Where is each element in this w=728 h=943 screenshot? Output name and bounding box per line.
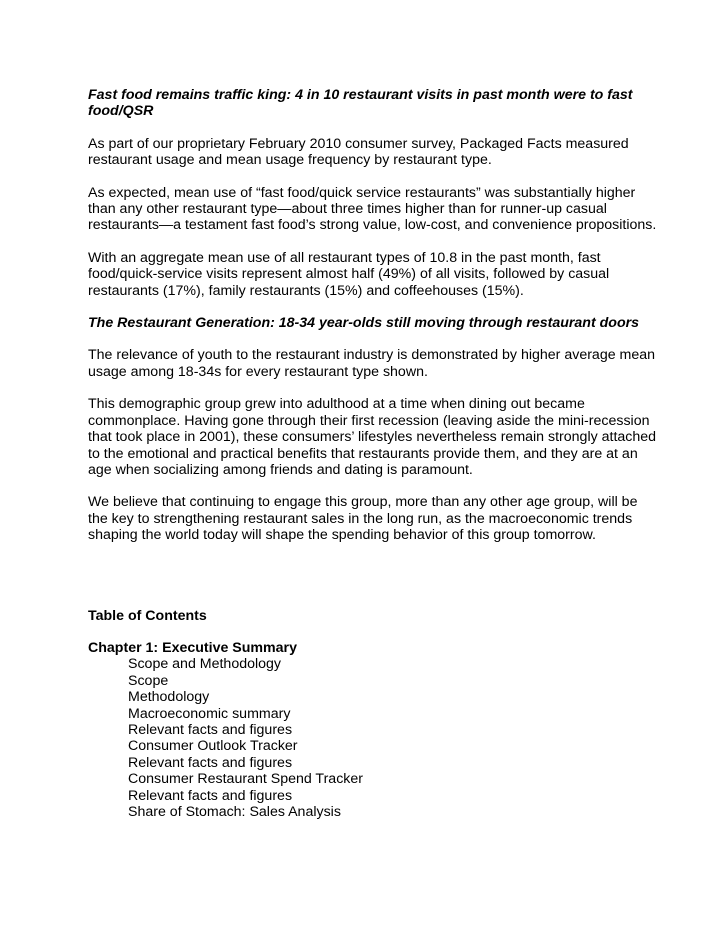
toc-title: Table of Contents <box>88 607 207 624</box>
spacer <box>88 234 658 250</box>
paragraph-engagement: We believe that continuing to engage this group, more than any other age group, will be the key to strengthening restaurant sales in the long run, as the macroeconomic trends shaping the world today will shape the spending behavior of this group tomorrow. <box>88 494 638 544</box>
toc-list <box>88 656 658 820</box>
spacer <box>88 544 658 608</box>
toc-item: Share of Stomach: Sales Analysis <box>128 804 341 820</box>
toc-item: Consumer Outlook Tracker <box>128 738 298 755</box>
paragraph-mean-use: As expected, mean use of “fast food/quick service restaurants” was substantially higher than any other restaurant type—about three times higher than for runner-up casual restaurants—a testament fast food’s strong value, low-cost, and convenience propositions. <box>88 184 657 234</box>
spacer <box>88 478 658 494</box>
section-heading-fast-food: Fast food remains traffic king: 4 in 10 restaurant visits in past month were to fast food/QSR <box>88 87 633 120</box>
section-heading-restaurant-generation: The Restaurant Generation: 18-34 year-olds still moving through restaurant doors <box>88 315 640 332</box>
document-page <box>88 87 658 820</box>
toc-item: Macroeconomic summary <box>128 705 291 722</box>
toc-item: Scope <box>128 672 169 689</box>
toc-item: Relevant facts and figures <box>128 721 293 738</box>
spacer <box>88 624 658 640</box>
toc-item: Methodology <box>128 689 210 706</box>
toc-item: Consumer Restaurant Spend Tracker <box>128 771 363 788</box>
toc-item: Relevant facts and figures <box>128 787 293 804</box>
paragraph-survey: As part of our proprietary February 2010 consumer survey, Packaged Facts measured restaurant usage and mean usage frequency by restaurant type. <box>88 135 629 169</box>
spacer <box>88 380 658 396</box>
spacer <box>88 331 658 347</box>
toc-item: Scope and Methodology <box>128 656 282 673</box>
paragraph-aggregate: With an aggregate mean use of all restaurant types of 10.8 in the past month, fast food/quick-service visits represent almost half (49%) of all visits, followed by casual restaurants (17%), family restaurants (15%) and coffeehouses (15%). <box>88 249 610 299</box>
paragraph-youth-relevance: The relevance of youth to the restaurant industry is demonstrated by higher average mean usage among 18-34s for every restaurant type shown. <box>88 347 656 380</box>
paragraph-demographic: This demographic group grew into adulthood at a time when dining out became commonplace. Having gone through their first recession (leaving aside the mini-recession that took place in 2001), these consumers’ lifestyles nevertheless remain strongly attached to the emotional and practical benefits that restaurants provide them, and they are at an age when socializing among friends and dating is paramount. <box>88 396 657 478</box>
spacer <box>88 120 658 136</box>
toc-item: Relevant facts and figures <box>128 754 293 771</box>
spacer <box>88 299 658 315</box>
toc-chapter-heading: Chapter 1: Executive Summary <box>88 639 297 656</box>
spacer <box>88 169 658 185</box>
